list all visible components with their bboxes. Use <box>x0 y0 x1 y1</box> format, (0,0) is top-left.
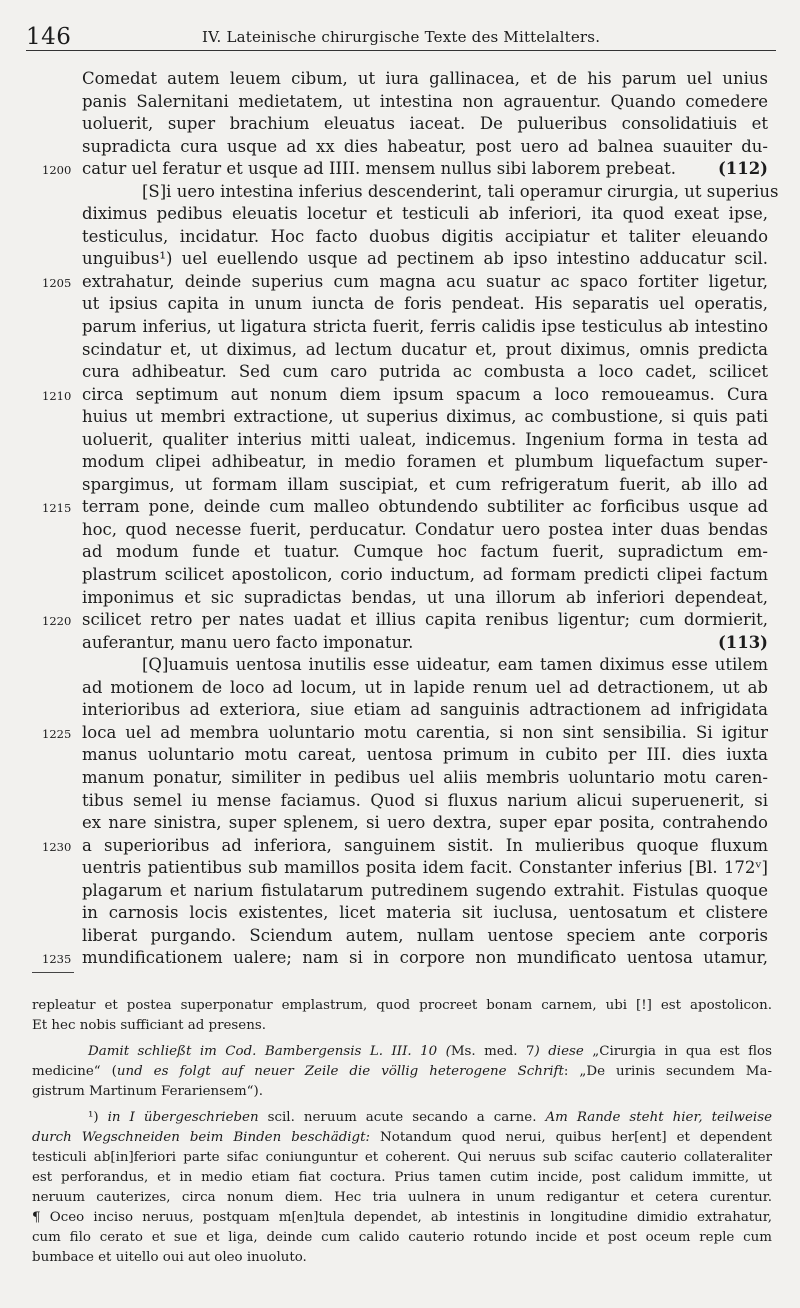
line-text: imponimus et sic supradictas bendas, ut una illorum ab inferiori dependeat, <box>82 587 768 607</box>
footnote-line <box>32 1148 772 1168</box>
line-text: interioribus ad exteriora, siue etiam ad sanguinis adtractionem ad infrigidata <box>82 700 768 720</box>
line-text: mundificationem ualere; nam si in corpore non mundificato uentosa utamur, <box>82 948 768 968</box>
line-number: 1225 <box>42 726 72 741</box>
text-line <box>82 429 768 452</box>
line-text: manus uoluntario motu careat, uentosa primum in cubito per III. dies iuxta <box>82 745 768 765</box>
text-line <box>42 947 768 970</box>
text-line <box>82 248 768 271</box>
line-text: manum ponatur, similiter in pedibus uel aliis membris uoluntario motu caren- <box>82 767 768 787</box>
footnote-line <box>32 1016 772 1036</box>
text-line <box>82 226 768 249</box>
line-text: [Q]uamuis uentosa inutilis esse uideatur, eam tamen diximus esse utilem <box>142 655 768 675</box>
line-text: cura adhibeatur. Sed cum caro putrida ac combusta a loco cadet, scilicet <box>82 362 768 382</box>
footnote-line <box>32 996 772 1016</box>
text-line <box>82 68 768 91</box>
line-text: scilicet retro per nates uadat et illius capita renibus ligentur; cum dormierit, <box>82 610 768 630</box>
text-line <box>82 654 768 677</box>
text-line <box>82 91 768 114</box>
line-text: in carnosis locis existentes, licet materia sit iuclusa, uentosatum et clistere <box>82 903 768 923</box>
line-text: terram pone, deinde cum malleo obtundendo subtiliter ac forficibus usque ad <box>82 497 768 517</box>
text-line <box>82 812 768 835</box>
line-text: uoluerit, super brachium eleuatus iaceat. De pulueribus consolidatiuis et <box>82 114 768 134</box>
line-text: plastrum scilicet apostolicon, corio inductum, ad formam predicti clipei factum <box>82 565 768 585</box>
section-number: (113) <box>717 632 768 652</box>
text-line <box>82 136 768 159</box>
footnote-line <box>32 1188 772 1208</box>
footnote-line <box>32 1168 772 1188</box>
footnote-text: bumbace et uitello oui aut oleo inuoluto. <box>32 1250 307 1265</box>
footnote-text: ¹) <box>88 1110 108 1125</box>
footnote-text: neruum cauterizes, circa nonum diem. Hec tria uulnera in unum redigantur et cetera curentur. <box>32 1190 772 1205</box>
page-number: 146 <box>26 24 72 50</box>
text-line <box>82 203 768 226</box>
footnote-text: „Cirurgia in qua est flos <box>592 1044 772 1059</box>
line-text: ad modum funde et tuatur. Cumque hoc factum fuerit, supradictum em- <box>82 542 768 562</box>
footnote-line <box>32 1208 772 1228</box>
footnote-rule <box>32 972 74 973</box>
section-number: (112) <box>717 159 768 179</box>
footnote-line <box>32 1228 772 1248</box>
text-line <box>82 113 768 136</box>
text-line <box>82 406 768 429</box>
text-line <box>82 564 768 587</box>
footnote-text: ¶ Oceo inciso neruus, postquam m[en]tula dependet, ab intestinis in longitudine dimidio extrahatur, <box>32 1210 772 1225</box>
footnote-italic-text: Damit schließt im Cod. Bambergensis L. III. 10 ( <box>88 1044 451 1059</box>
text-line <box>82 339 768 362</box>
line-text: ex nare sinistra, super splenem, si uero dextra, super epar posita, contrahendo <box>82 813 768 833</box>
text-line <box>82 474 768 497</box>
line-text: diximus pedibus eleuatis locetur et testiculi ab inferiori, ita quod exeat ipse, <box>82 204 768 224</box>
header-rule <box>26 50 776 51</box>
footnote-line <box>32 1248 772 1268</box>
line-text: unguibus¹) uel euellendo usque ad pectinem ab ipso intestino adducatur scil. <box>82 249 768 269</box>
line-text: modum clipei adhibeatur, in medio foramen et plumbum liquefactum super- <box>82 452 768 472</box>
footnote-text: testiculi ab[in]feriori parte sifac coniunguntur et coherent. Qui neruus sub scifac cauterio collateraliter <box>32 1150 772 1165</box>
line-text: panis Salernitani medietatem, ut intestina non agrauentur. Quando comedere <box>82 91 768 111</box>
line-text: spargimus, ut formam illam suscipiat, et cum refrigeratum fuerit, ab illo ad <box>82 474 768 494</box>
footnote-italic-text: ) diese <box>534 1044 593 1059</box>
line-text: loca uel ad membra uoluntario motu carentia, si non sint sensibilia. Si igitur <box>82 722 768 742</box>
line-text: auferantur, manu uero facto imponatur. <box>82 632 414 652</box>
main-text <box>42 68 779 970</box>
text-line <box>82 587 768 610</box>
footnote-italic-text: durch Wegschneiden beim Binden beschädigt: <box>32 1130 371 1145</box>
text-line <box>82 316 768 339</box>
line-text: scindatur et, ut diximus, ad lectum ducatur et, prout diximus, omnis predicta <box>82 339 768 359</box>
line-text: circa septimum aut nonum diem ipsum spacum a loco remoueamus. Cura <box>82 384 768 404</box>
text-line <box>42 158 768 181</box>
line-text: huius ut membri extractione, ut superius diximus, ac combustione, si quis pati <box>82 407 768 427</box>
footnote-text: repleatur et postea superponatur emplastrum, quod procreet bonam carnem, ubi [!] est apostolicon. <box>32 998 772 1013</box>
footnote-text: Notandum quod nerui, quibus her[ent] et dependent <box>370 1130 773 1145</box>
footnote-line <box>32 1042 772 1062</box>
footnote-text: Et hec nobis sufficiant ad presens. <box>32 1018 266 1033</box>
line-text: uoluerit, qualiter interius mitti ualeat, indicemus. Ingenium forma in testa ad <box>82 429 768 449</box>
text-line <box>82 632 768 655</box>
footnote-line <box>32 1082 772 1102</box>
line-text: hoc, quod necesse fuerit, perducatur. Condatur uero postea inter duas bendas <box>82 519 768 539</box>
text-line <box>42 384 768 407</box>
text-line <box>42 609 768 632</box>
line-text: catur uel feratur et usque ad IIII. mensem nullus sibi laborem prebeat. <box>82 159 677 179</box>
text-line <box>82 857 768 880</box>
footnotes <box>32 996 772 1268</box>
text-line <box>82 451 768 474</box>
footnote-italic-text: in I übergeschrieben <box>107 1110 259 1125</box>
text-line <box>82 880 768 903</box>
footnote-text: : „De urinis secundem Ma- <box>563 1064 773 1079</box>
footnote-text: est perforandus, et in medio etiam fiat coctura. Prius tamen cutim incide, post calidum immitte, ut <box>32 1170 772 1185</box>
footnote-line <box>32 1128 772 1148</box>
text-line <box>82 767 768 790</box>
text-line <box>82 677 768 700</box>
line-text: a superioribus ad inferiora, sanguinem sistit. In mulieribus quoque fluxum <box>82 835 768 855</box>
footnote-line <box>32 1108 772 1128</box>
text-line <box>82 541 768 564</box>
line-number: 1230 <box>42 839 72 854</box>
footnote-text: scil. neruum acute secando a carne. <box>258 1110 546 1125</box>
line-number: 1210 <box>42 388 72 403</box>
line-text: supradicta cura usque ad xx dies habeatur, post uero ad balnea suauiter du- <box>82 136 768 156</box>
text-line <box>42 835 768 858</box>
line-text: plagarum et narium fistulatarum putredinem sugendo extrahit. Fistulas quoque <box>82 880 768 900</box>
line-number: 1220 <box>42 614 72 629</box>
footnote-italic-text: Am Rande steht hier, teilweise <box>545 1110 772 1125</box>
line-number: 1235 <box>42 952 72 967</box>
line-text: ut ipsius capita in unum iuncta de foris pendeat. His separatis uel operatis, <box>82 294 768 314</box>
footnote-line <box>32 1062 772 1082</box>
footnote-text: Ms. med. 7 <box>450 1044 535 1059</box>
line-text: parum inferius, ut ligatura stricta fuerit, ferris calidis ipse testiculus ab intestino <box>82 317 768 337</box>
line-number: 1200 <box>42 163 72 178</box>
footnote-italic-text: und es folgt auf neuer Zeile die völlig heterogene Schrift <box>116 1064 564 1079</box>
text-line <box>82 902 768 925</box>
line-number: 1205 <box>42 275 72 290</box>
line-text: ad motionem de loco ad locum, ut in lapide renum uel ad detractionem, ut ab <box>82 677 768 697</box>
line-text: Comedat autem leuem cibum, ut iura gallinacea, et de his parum uel unius <box>82 69 768 88</box>
line-text: liberat purgando. Sciendum autem, nullam uentose speciem ante corporis <box>82 925 768 945</box>
text-line <box>42 722 768 745</box>
footnote-text: medicine“ ( <box>32 1064 117 1079</box>
line-text: extrahatur, deinde superius cum magna acu suatur ac spaco fortiter ligetur, <box>82 271 768 291</box>
text-line <box>82 699 768 722</box>
footnote-text: cum filo cerato et sue et liga, deinde cum calido cauterio rotundo incide et post oceum reple cum <box>32 1230 772 1245</box>
text-line <box>82 181 779 204</box>
text-line <box>82 744 768 767</box>
text-line <box>42 271 768 294</box>
text-line <box>82 519 768 542</box>
footnote-text: gistrum Martinum Ferariensem“). <box>32 1084 263 1099</box>
line-number: 1215 <box>42 501 72 516</box>
text-line <box>82 293 768 316</box>
line-text: [S]i uero intestina inferius descenderint, tali operamur cirurgia, ut superius <box>142 181 779 201</box>
line-text: testiculus, incidatur. Hoc facto duobus digitis accipiatur et taliter eleuando <box>82 226 768 246</box>
text-line <box>42 496 768 519</box>
text-line <box>82 790 768 813</box>
line-text: tibus semel iu mense faciamus. Quod si fluxus narium alicui superuenerit, si <box>82 790 768 810</box>
text-line <box>82 361 768 384</box>
text-line <box>82 925 768 948</box>
line-text: uentris patientibus sub mamillos posita idem facit. Constanter inferius [Bl. 172ᵛ] <box>82 858 768 878</box>
running-title: IV. Lateinische chirurgische Texte des Mittelalters. <box>202 28 601 46</box>
